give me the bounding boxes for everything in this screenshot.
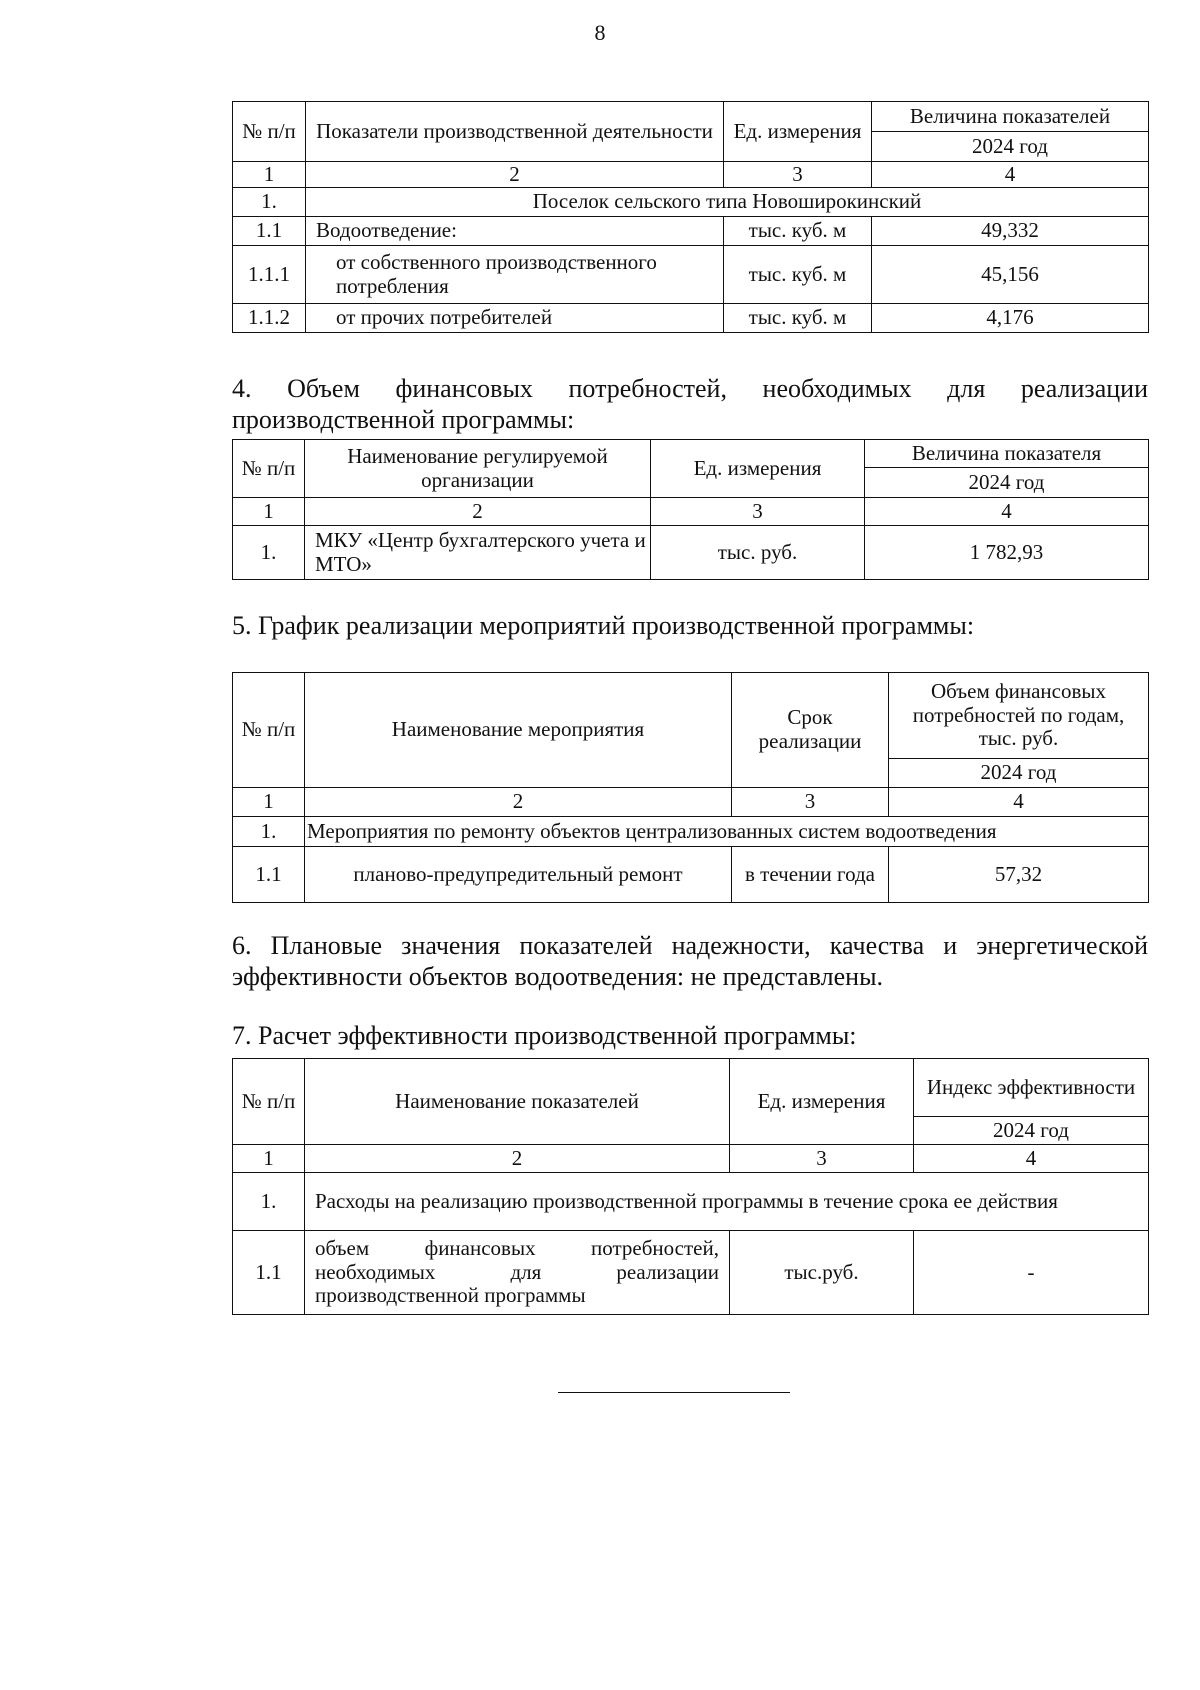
- row-value: 1 782,93: [865, 526, 1149, 580]
- efficiency-table: [232, 1058, 1149, 1315]
- col-number: 1: [233, 162, 306, 188]
- header-year: 2024 год: [872, 132, 1149, 162]
- row-value: -: [914, 1231, 1149, 1315]
- header-term: Срок реализации: [732, 673, 889, 788]
- col-number: 2: [305, 498, 651, 526]
- row-num: 1.1: [233, 1231, 305, 1315]
- row-name: от прочих потребителей: [306, 304, 724, 333]
- section-7-title: 7. Расчет эффективности производственной программы:: [232, 1021, 857, 1050]
- col-number: 1: [233, 1145, 305, 1173]
- row-num: 1.1: [233, 847, 305, 903]
- row-unit: тыс. руб.: [651, 526, 865, 580]
- header-org: Наименование регулируемой организации: [305, 440, 651, 498]
- row-unit: тыс. куб. м: [724, 246, 872, 304]
- row-value: 45,156: [872, 246, 1149, 304]
- end-rule: [558, 1392, 790, 1393]
- production-indicators-table: [232, 101, 1149, 333]
- header-unit: Ед. измерения: [651, 440, 865, 498]
- row-value: 57,32: [889, 847, 1149, 903]
- header-num: № п/п: [233, 440, 305, 498]
- header-num: № п/п: [233, 673, 305, 788]
- table-row: [233, 1231, 1149, 1315]
- section-title: Расходы на реализацию производственной программы в течение срока ее действия: [305, 1173, 1149, 1231]
- section-num: 1.: [233, 188, 306, 217]
- col-number: 2: [306, 162, 724, 188]
- row-num: 1.: [233, 526, 305, 580]
- col-number: 4: [865, 498, 1149, 526]
- header-num: № п/п: [233, 102, 306, 162]
- header-value: Величина показателей: [872, 102, 1149, 132]
- row-value: 4,176: [872, 304, 1149, 333]
- row-num: 1.1.2: [233, 304, 306, 333]
- section-num: 1.: [233, 817, 305, 847]
- section-title: Поселок сельского типа Новоширокинский: [306, 188, 1149, 217]
- col-number: 2: [305, 1145, 730, 1173]
- header-name: Наименование показателей: [305, 1059, 730, 1145]
- col-number: 1: [233, 498, 305, 526]
- section-4-title: 4. Объем финансовых потребностей, необходимых для реализации производственной программы:: [232, 374, 1148, 435]
- header-unit: Ед. измерения: [730, 1059, 914, 1145]
- row-term: в течении года: [732, 847, 889, 903]
- header-index: Индекс эффективности: [914, 1059, 1149, 1117]
- col-number: 3: [730, 1145, 914, 1173]
- header-name: Наименование мероприятия: [305, 673, 732, 788]
- table-row: [233, 217, 1149, 246]
- header-num: № п/п: [233, 1059, 305, 1145]
- header-year: 2024 год: [889, 759, 1149, 788]
- col-number: 1: [233, 788, 305, 817]
- row-value: 49,332: [872, 217, 1149, 246]
- row-org: МКУ «Центр бухгалтерского учета и МТО»: [305, 526, 651, 580]
- page-number: 8: [594, 20, 606, 45]
- header-value: Объем финансовых потребностей по годам, тыс. руб.: [889, 673, 1149, 759]
- row-name: объем финансовых потребностей, необходимых для реализации производственной программы: [305, 1231, 730, 1315]
- header-unit: Ед. измерения: [724, 102, 872, 162]
- financial-needs-table: [232, 439, 1149, 580]
- section-num: 1.: [233, 1173, 305, 1231]
- schedule-table: [232, 672, 1149, 903]
- row-num: 1.1.1: [233, 246, 306, 304]
- table-row: [233, 246, 1149, 304]
- row-name: Водоотведение:: [306, 217, 724, 246]
- row-unit: тыс. куб. м: [724, 217, 872, 246]
- col-number: 2: [305, 788, 732, 817]
- table-row: [233, 526, 1149, 580]
- col-number: 3: [651, 498, 865, 526]
- table-row: [233, 847, 1149, 903]
- header-indicator: Показатели производственной деятельности: [306, 102, 724, 162]
- row-name: от собственного производственного потребления: [306, 246, 724, 304]
- header-value: Величина показателя: [865, 440, 1149, 468]
- header-year: 2024 год: [914, 1117, 1149, 1145]
- row-unit: тыс.руб.: [730, 1231, 914, 1315]
- col-number: 4: [889, 788, 1149, 817]
- row-num: 1.1: [233, 217, 306, 246]
- col-number: 3: [732, 788, 889, 817]
- col-number: 3: [724, 162, 872, 188]
- section-title: Мероприятия по ремонту объектов централизованных систем водоотведения: [305, 817, 1149, 847]
- section-5-title: 5. График реализации мероприятий производственной программы:: [232, 611, 975, 640]
- col-number: 4: [872, 162, 1149, 188]
- header-year: 2024 год: [865, 468, 1149, 498]
- row-name: планово-предупредительный ремонт: [305, 847, 732, 903]
- col-number: 4: [914, 1145, 1149, 1173]
- row-unit: тыс. куб. м: [724, 304, 872, 333]
- section-6-title: 6. Плановые значения показателей надежности, качества и энергетической эффективности объектов водоотведения: не представлены.: [232, 931, 1148, 992]
- table-row: [233, 304, 1149, 333]
